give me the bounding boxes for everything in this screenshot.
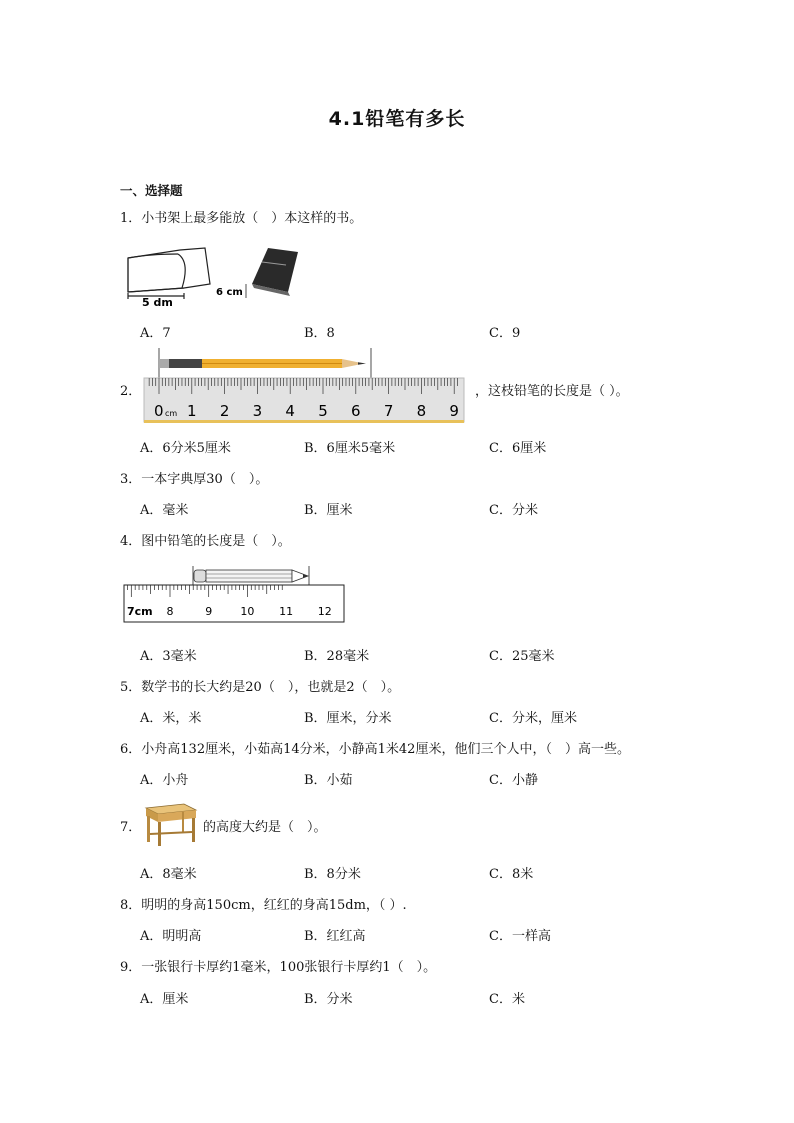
options-q4	[140, 645, 700, 663]
question-text: 图中铅笔的长度是（ ）。	[141, 534, 291, 549]
pencil-image	[194, 570, 308, 582]
ruler-tick-label: 10	[240, 605, 255, 618]
ruler-tick-label: 8	[416, 402, 427, 420]
option-a[interactable]: A．7	[140, 326, 171, 341]
book-thickness-label: 6 cm	[216, 287, 243, 298]
ruler-tick-label: 4	[285, 402, 295, 420]
option-a[interactable]: A．3毫米	[140, 649, 197, 664]
option-c[interactable]: C．6厘米	[489, 441, 547, 456]
options-q5	[140, 707, 700, 725]
ruler-tick-label: 9	[205, 605, 213, 618]
option-c[interactable]: C．一样高	[489, 929, 551, 944]
options-q3	[140, 499, 700, 517]
options-q2	[140, 437, 700, 455]
option-c[interactable]: C．9	[489, 326, 521, 341]
ruler-tick-label: 7	[383, 402, 394, 420]
option-a[interactable]: A．明明高	[140, 929, 202, 944]
ruler-tick-label: 3	[252, 402, 263, 420]
q4-ruler-figure	[122, 564, 348, 626]
option-c[interactable]: C．分米	[489, 503, 538, 518]
options-q8	[140, 925, 700, 943]
question-3	[120, 468, 268, 487]
option-c[interactable]: C．分米，厘米	[489, 711, 577, 726]
ruler-tick-label: 2	[219, 402, 230, 420]
option-a[interactable]: A．8毫米	[140, 867, 197, 882]
option-b[interactable]: B．小茹	[304, 773, 353, 788]
option-b[interactable]: B．8	[304, 326, 335, 341]
question-number: 6．	[120, 742, 142, 757]
question-8	[120, 894, 407, 913]
options-q7	[140, 863, 700, 881]
bookshelf-image	[128, 248, 210, 299]
options-q1	[140, 322, 700, 340]
question-number: 5．	[120, 680, 142, 695]
ruler-tick-label: 11	[279, 605, 294, 618]
ruler-tick-label: 12	[317, 605, 332, 618]
question-text: 一本字典厚30（ ）。	[141, 472, 269, 487]
question-text: 小书架上最多能放（ ）本这样的书。	[141, 211, 363, 226]
section-heading: 一、选择题	[120, 183, 183, 198]
option-c[interactable]: C．米	[489, 992, 525, 1007]
question-4	[120, 530, 291, 549]
question-text: 数学书的长大约是20（ ），也就是2（ ）。	[141, 680, 401, 695]
pencil-image	[159, 359, 366, 368]
question-number: 3．	[120, 472, 142, 487]
page-title: 4.1铅笔有多长	[328, 108, 466, 130]
option-a[interactable]: A．厘米	[140, 992, 189, 1007]
options-q6	[140, 769, 700, 787]
shelf-dimension-label: 5 dm	[142, 296, 173, 309]
book-image	[252, 248, 298, 296]
option-b[interactable]: B．厘米，分米	[304, 711, 392, 726]
question-9	[120, 956, 436, 975]
question-number: 9．	[120, 960, 142, 975]
option-b[interactable]: B．8分米	[304, 867, 361, 882]
ruler-unit-label: cm	[165, 409, 178, 418]
question-1	[120, 207, 362, 226]
question-7-number: 7．	[120, 820, 142, 835]
option-b[interactable]: B．6厘米5毫米	[304, 441, 396, 456]
ruler-tick-label: 9	[449, 402, 459, 420]
ruler-tick-label: 1	[187, 402, 197, 420]
question-text: 明明的身高150cm，红红的身高15dm，（ ）.	[141, 898, 407, 913]
question-5	[120, 676, 400, 695]
option-b[interactable]: B．分米	[304, 992, 353, 1007]
question-6	[120, 738, 630, 757]
ruler-start-label: 7cm	[127, 605, 153, 618]
ruler-tick-label: 5	[318, 402, 328, 420]
ruler-tick-label: 6	[351, 402, 361, 420]
option-a[interactable]: A．米，米	[140, 711, 202, 726]
question-number: 8．	[120, 898, 142, 913]
options-q9	[140, 988, 700, 1006]
option-a[interactable]: A．毫米	[140, 503, 189, 518]
question-text: 一张银行卡厚约1毫米，100张银行卡厚约1（ ）。	[141, 960, 437, 975]
question-text: 小舟高132厘米，小茹高14分米，小静高1米42厘米，他们三个人中，（ ）高一些。	[141, 742, 630, 757]
option-c[interactable]: C．25毫米	[489, 649, 555, 664]
option-c[interactable]: C．小静	[489, 773, 538, 788]
question-2-text: ，这枝铅笔的长度是（ ）。	[475, 384, 629, 399]
option-a[interactable]: A．小舟	[140, 773, 189, 788]
ruler-tick-label: 8	[166, 605, 174, 618]
option-c[interactable]: C．8米	[489, 867, 534, 882]
question-number: 4．	[120, 534, 142, 549]
q1-figure	[120, 240, 320, 310]
ruler-image	[124, 585, 344, 622]
option-b[interactable]: B．28毫米	[304, 649, 370, 664]
option-b[interactable]: B．厘米	[304, 503, 353, 518]
question-2-number: 2．	[120, 384, 142, 399]
option-b[interactable]: B．红红高	[304, 929, 366, 944]
table-image	[140, 800, 200, 848]
q2-ruler-figure	[140, 346, 470, 426]
ruler-tick-label-0: 0	[154, 402, 164, 420]
ruler-image	[144, 378, 464, 423]
option-a[interactable]: A．6分米5厘米	[140, 441, 231, 456]
question-7-text: 的高度大约是（ ）。	[203, 820, 327, 835]
question-number: 1．	[120, 211, 142, 226]
